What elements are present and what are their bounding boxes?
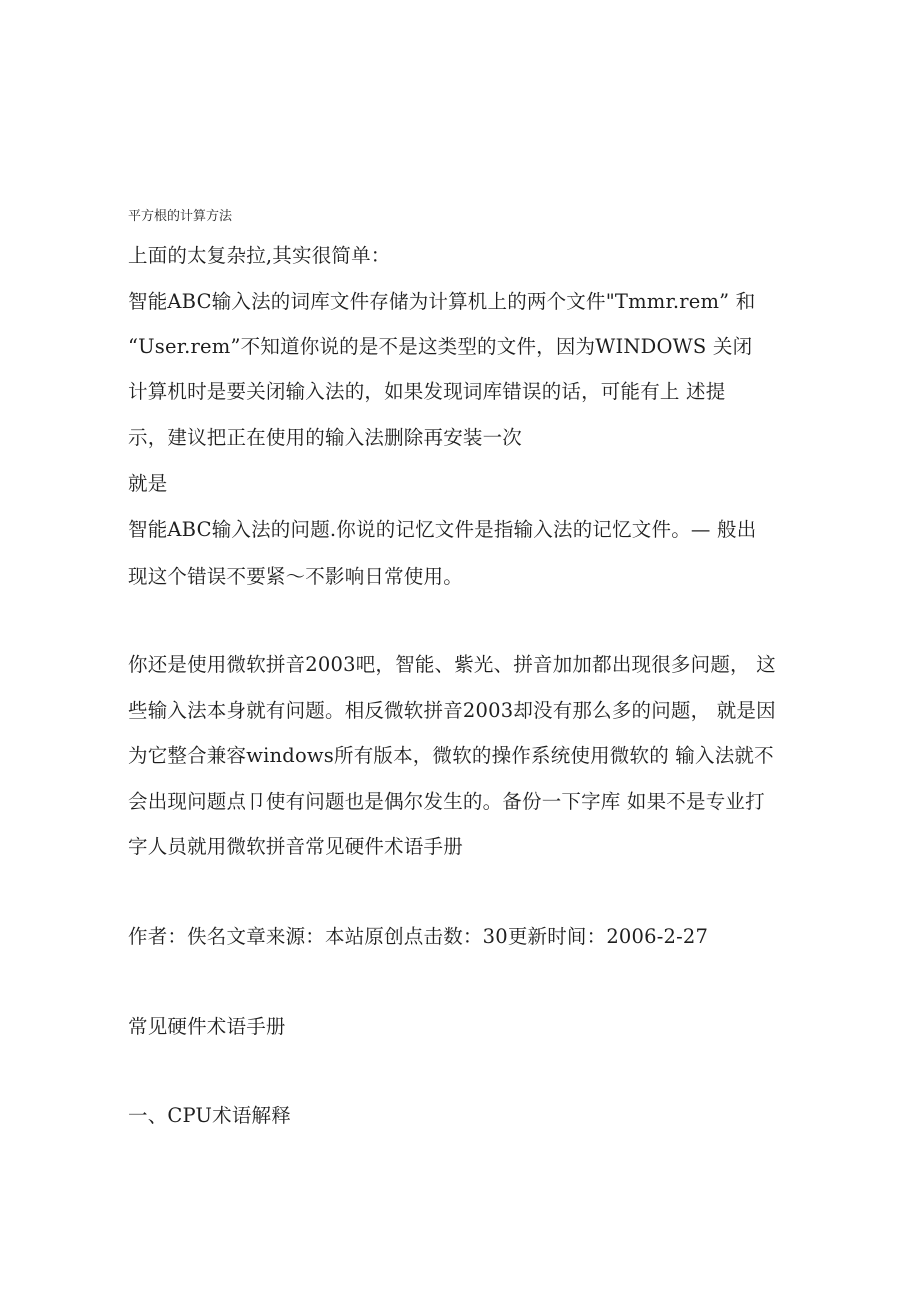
text-line-2: 智能ABC输入法的词库文件存储为计算机上的两个文件"Tmmr.rem” 和 (128, 290, 756, 313)
document-title: 平方根的计算方法 (128, 209, 233, 224)
section-heading: 常见硬件术语手册 (128, 1015, 286, 1038)
text-line-13: 字人员就用微软拼音常见硬件术语手册 (128, 835, 463, 858)
subsection-heading: 一、CPU术语解释 (128, 1104, 291, 1127)
text-line-11: 为它整合兼容windows所有版本，微软的操作系统使用微软的 输入法就不 (128, 744, 774, 767)
text-line-10: 些输入法本身就有问题。相反微软拼音2003却没有那么多的问题， 就是因 (128, 699, 776, 722)
text-line-8: 现这个错误不要紧〜不影响日常使用。 (128, 565, 463, 588)
text-line-6: 就是 (128, 472, 168, 495)
text-line-1: 上面的太复杂拉,其实很简单： (128, 244, 391, 267)
text-line-5: 示，建议把正在使用的输入法删除再安装一次 (128, 426, 523, 449)
author-info-line: 作者：佚名文章来源：本站原创点击数：30更新时间：2006-2-27 (128, 925, 709, 948)
text-line-3: “User.rem”不知道你说的是不是这类型的文件，因为WINDOWS 关闭 (128, 335, 753, 358)
text-line-9: 你还是使用微软拼音2003吧，智能、紫光、拼音加加都出现很多问题， 这 (128, 653, 776, 676)
text-line-7: 智能ABC输入法的问题.你说的记忆文件是指输入法的记忆文件。— 般出 (128, 518, 757, 541)
text-line-4: 计算机时是要关闭输入法的，如果发现词库错误的话，可能有上 述提 (128, 380, 726, 403)
text-line-12: 会出现问题点卩使有问题也是偶尔发生的。备份一下字库 如果不是专业打 (128, 790, 765, 813)
